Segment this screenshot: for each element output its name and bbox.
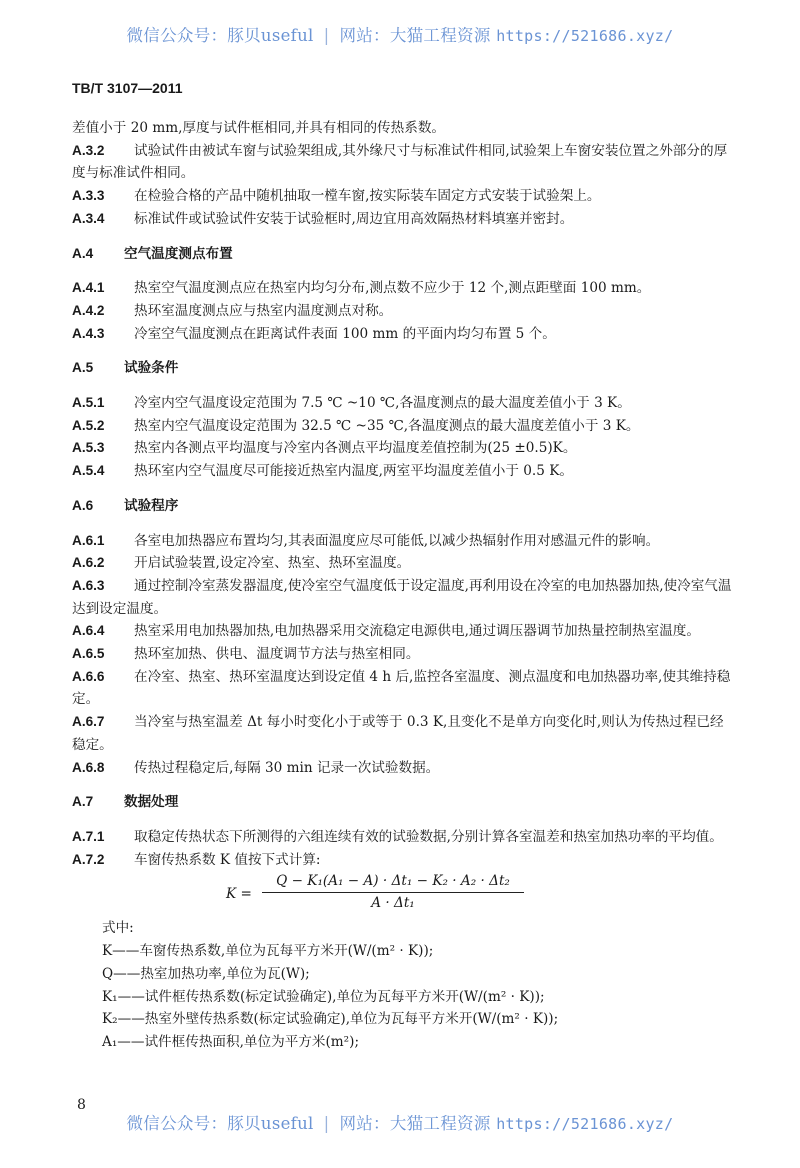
watermark-top — [0, 22, 800, 46]
clause-number: A.3.3 — [72, 188, 105, 204]
watermark-separator: | — [323, 26, 330, 45]
formula-denominator: A · Δt₁ — [371, 895, 415, 912]
section-title: 数据处理 — [124, 794, 179, 811]
clause-a72 — [72, 849, 736, 872]
section-heading-a6 — [72, 495, 736, 518]
clause-text: 冷室空气温度测点在距离试件表面 100 mm 的平面内均匀布置 5 个。 — [134, 325, 556, 342]
clause-number: A.7.1 — [72, 828, 105, 844]
watermark-bottom — [0, 1110, 800, 1134]
clause-number: A.5.4 — [72, 463, 105, 479]
clause-text: 热室内空气温度设定范围为 32.5 ℃ ~35 ℃,各温度测点的最大温度差值小于 3 K。 — [134, 417, 640, 434]
clause-text: 热环室温度测点应与热室内温度测点对称。 — [134, 302, 393, 319]
clause-a61 — [72, 530, 736, 553]
watermark-site: 网站：大猫工程资源 — [339, 1114, 491, 1133]
clause-text: 热环室内空气温度尽可能接近热室内温度,两室平均温度差值小于 0.5 K。 — [134, 463, 573, 480]
clause-number: A.5.1 — [72, 395, 105, 411]
clause-text: 热室内各测点平均温度与冷室内各测点平均温度差值控制为(25 ±0.5)K。 — [134, 440, 577, 457]
formula-fraction — [262, 871, 524, 913]
section-heading-a7 — [72, 791, 736, 814]
clause-a51 — [72, 392, 736, 415]
clause-number: A.6.5 — [72, 646, 105, 662]
clause-a32 — [72, 140, 736, 185]
clause-a53 — [72, 437, 736, 460]
clause-text: 通过控制冷室蒸发器温度,使冷室空气温度低于设定温度,再利用设在冷室的电加热器加热,使冷室气温达到设定温度。 — [72, 577, 732, 617]
clause-a62 — [72, 552, 736, 575]
section-title: 试验程序 — [124, 497, 179, 514]
formula-lhs: K = — [226, 886, 252, 903]
section-number: A.7 — [72, 794, 94, 810]
watermark-wechat: 微信公众号：豚贝useful — [126, 1114, 314, 1133]
clause-number: A.5.3 — [72, 440, 105, 456]
clause-a63 — [72, 575, 736, 620]
clause-number: A.6.1 — [72, 532, 105, 548]
section-heading-a5 — [72, 357, 736, 380]
clause-text: 冷室内空气温度设定范围为 7.5 ℃ ~10 ℃,各温度测点的最大温度差值小于 3 K。 — [134, 395, 631, 412]
clause-text: 在检验合格的产品中随机抽取一樘车窗,按实际装车固定方式安装于试验架上。 — [134, 188, 601, 205]
clause-a33 — [72, 185, 736, 208]
clause-number: A.6.7 — [72, 714, 105, 730]
section-number: A.4 — [72, 245, 94, 261]
clause-number: A.6.4 — [72, 623, 105, 639]
section-number: A.5 — [72, 360, 94, 376]
clause-number: A.4.1 — [72, 280, 105, 296]
clause-number: A.6.2 — [72, 555, 105, 571]
clause-text: 在冷室、热室、热环室温度达到设定值 4 h 后,监控各室温度、测点温度和电加热器功率,使其维持稳定。 — [72, 668, 731, 708]
clause-text: 各室电加热器应布置均匀,其表面温度应尽可能低,以减少热辐射作用对感温元件的影响。 — [134, 532, 660, 549]
clause-number: A.5.2 — [72, 417, 105, 433]
formula-k — [72, 871, 736, 917]
watermark-url[interactable]: https://521686.xyz/ — [496, 27, 674, 45]
clause-text: 车窗传热系数 K 值按下式计算: — [134, 851, 321, 868]
clause-a68 — [72, 757, 736, 780]
definition-k: K——车窗传热系数,单位为瓦每平方米开(W/(m² · K)); — [102, 943, 434, 960]
standard-number: TB/T 3107—2011 — [72, 80, 183, 96]
definition-a1: A₁——试件框传热面积,单位为平方米(m²); — [102, 1033, 360, 1050]
clause-number: A.6.3 — [72, 577, 105, 593]
clause-a71 — [72, 826, 736, 849]
clause-text: 试验试件由被试车窗与试验架组成,其外缘尺寸与标准试件相同,试验架上车窗安装位置之外部分的厚度与标准试件相同。 — [72, 142, 728, 182]
clause-a54 — [72, 460, 736, 483]
watermark-wechat: 微信公众号：豚贝useful — [126, 26, 314, 45]
section-heading-a4 — [72, 243, 736, 266]
section-title: 试验条件 — [124, 360, 179, 377]
clause-a43 — [72, 323, 736, 346]
watermark-url[interactable]: https://521686.xyz/ — [496, 1115, 674, 1133]
clause-number: A.6.6 — [72, 668, 105, 684]
clause-a41 — [72, 277, 736, 300]
clause-a64 — [72, 620, 736, 643]
clause-text: 开启试验装置,设定冷室、热室、热环室温度。 — [134, 555, 411, 572]
clause-number: A.7.2 — [72, 851, 105, 867]
clause-a34 — [72, 208, 736, 231]
formula-numerator: Q − K₁(A₁ − A) · Δt₁ − K₂ · A₂ · Δt₂ — [262, 871, 524, 893]
clause-number: A.3.2 — [72, 142, 105, 158]
paragraph-text: 差值小于 20 mm,厚度与试件框相同,并具有相同的传热系数。 — [72, 120, 446, 136]
clause-text: 热室空气温度测点应在热室内均匀分布,测点数不应少于 12 个,测点距壁面 100 mm。 — [134, 280, 651, 297]
clause-text: 热室采用电加热器加热,电加热器采用交流稳定电源供电,通过调压器调节加热量控制热室温度。 — [134, 623, 700, 640]
clause-text: 传热过程稳定后,每隔 30 min 记录一次试验数据。 — [134, 759, 440, 776]
clause-a66 — [72, 666, 736, 711]
clause-number: A.4.3 — [72, 325, 105, 341]
document-body — [72, 117, 736, 1054]
watermark-separator: | — [323, 1114, 330, 1133]
definition-k1: K₁——试件框传热系数(标定试验确定),单位为瓦每平方米开(W/(m² · K)); — [102, 988, 545, 1005]
section-title: 空气温度测点布置 — [124, 245, 233, 262]
clause-text: 热环室加热、供电、温度调节方法与热室相同。 — [134, 646, 420, 663]
clause-a65 — [72, 643, 736, 666]
section-number: A.6 — [72, 497, 94, 513]
clause-text: 当冷室与热室温差 Δt 每小时变化小于或等于 0.3 K,且变化不是单方向变化时,则认为传热过程已经稳定。 — [72, 714, 724, 753]
clause-number: A.4.2 — [72, 302, 105, 318]
definition-q: Q——热室加热功率,单位为瓦(W); — [102, 965, 310, 982]
definition-k2: K₂——热室外壁传热系数(标定试验确定),单位为瓦每平方米开(W/(m² · K)); — [102, 1011, 559, 1028]
watermark-site: 网站：大猫工程资源 — [339, 26, 491, 45]
clause-number: A.6.8 — [72, 759, 105, 775]
variable-definitions — [72, 917, 736, 1053]
clause-a52 — [72, 415, 736, 438]
clause-a42 — [72, 300, 736, 323]
where-label: 式中: — [102, 920, 134, 937]
page-number: 8 — [77, 1097, 86, 1113]
clause-number: A.3.4 — [72, 210, 105, 226]
clause-text: 标准试件或试验试件安装于试验框时,周边宜用高效隔热材料填塞并密封。 — [134, 210, 574, 227]
clause-a67 — [72, 711, 736, 756]
clause-text: 取稳定传热状态下所测得的六组连续有效的试验数据,分别计算各室温差和热室加热功率的平均值。 — [134, 828, 723, 845]
paragraph — [72, 117, 736, 140]
